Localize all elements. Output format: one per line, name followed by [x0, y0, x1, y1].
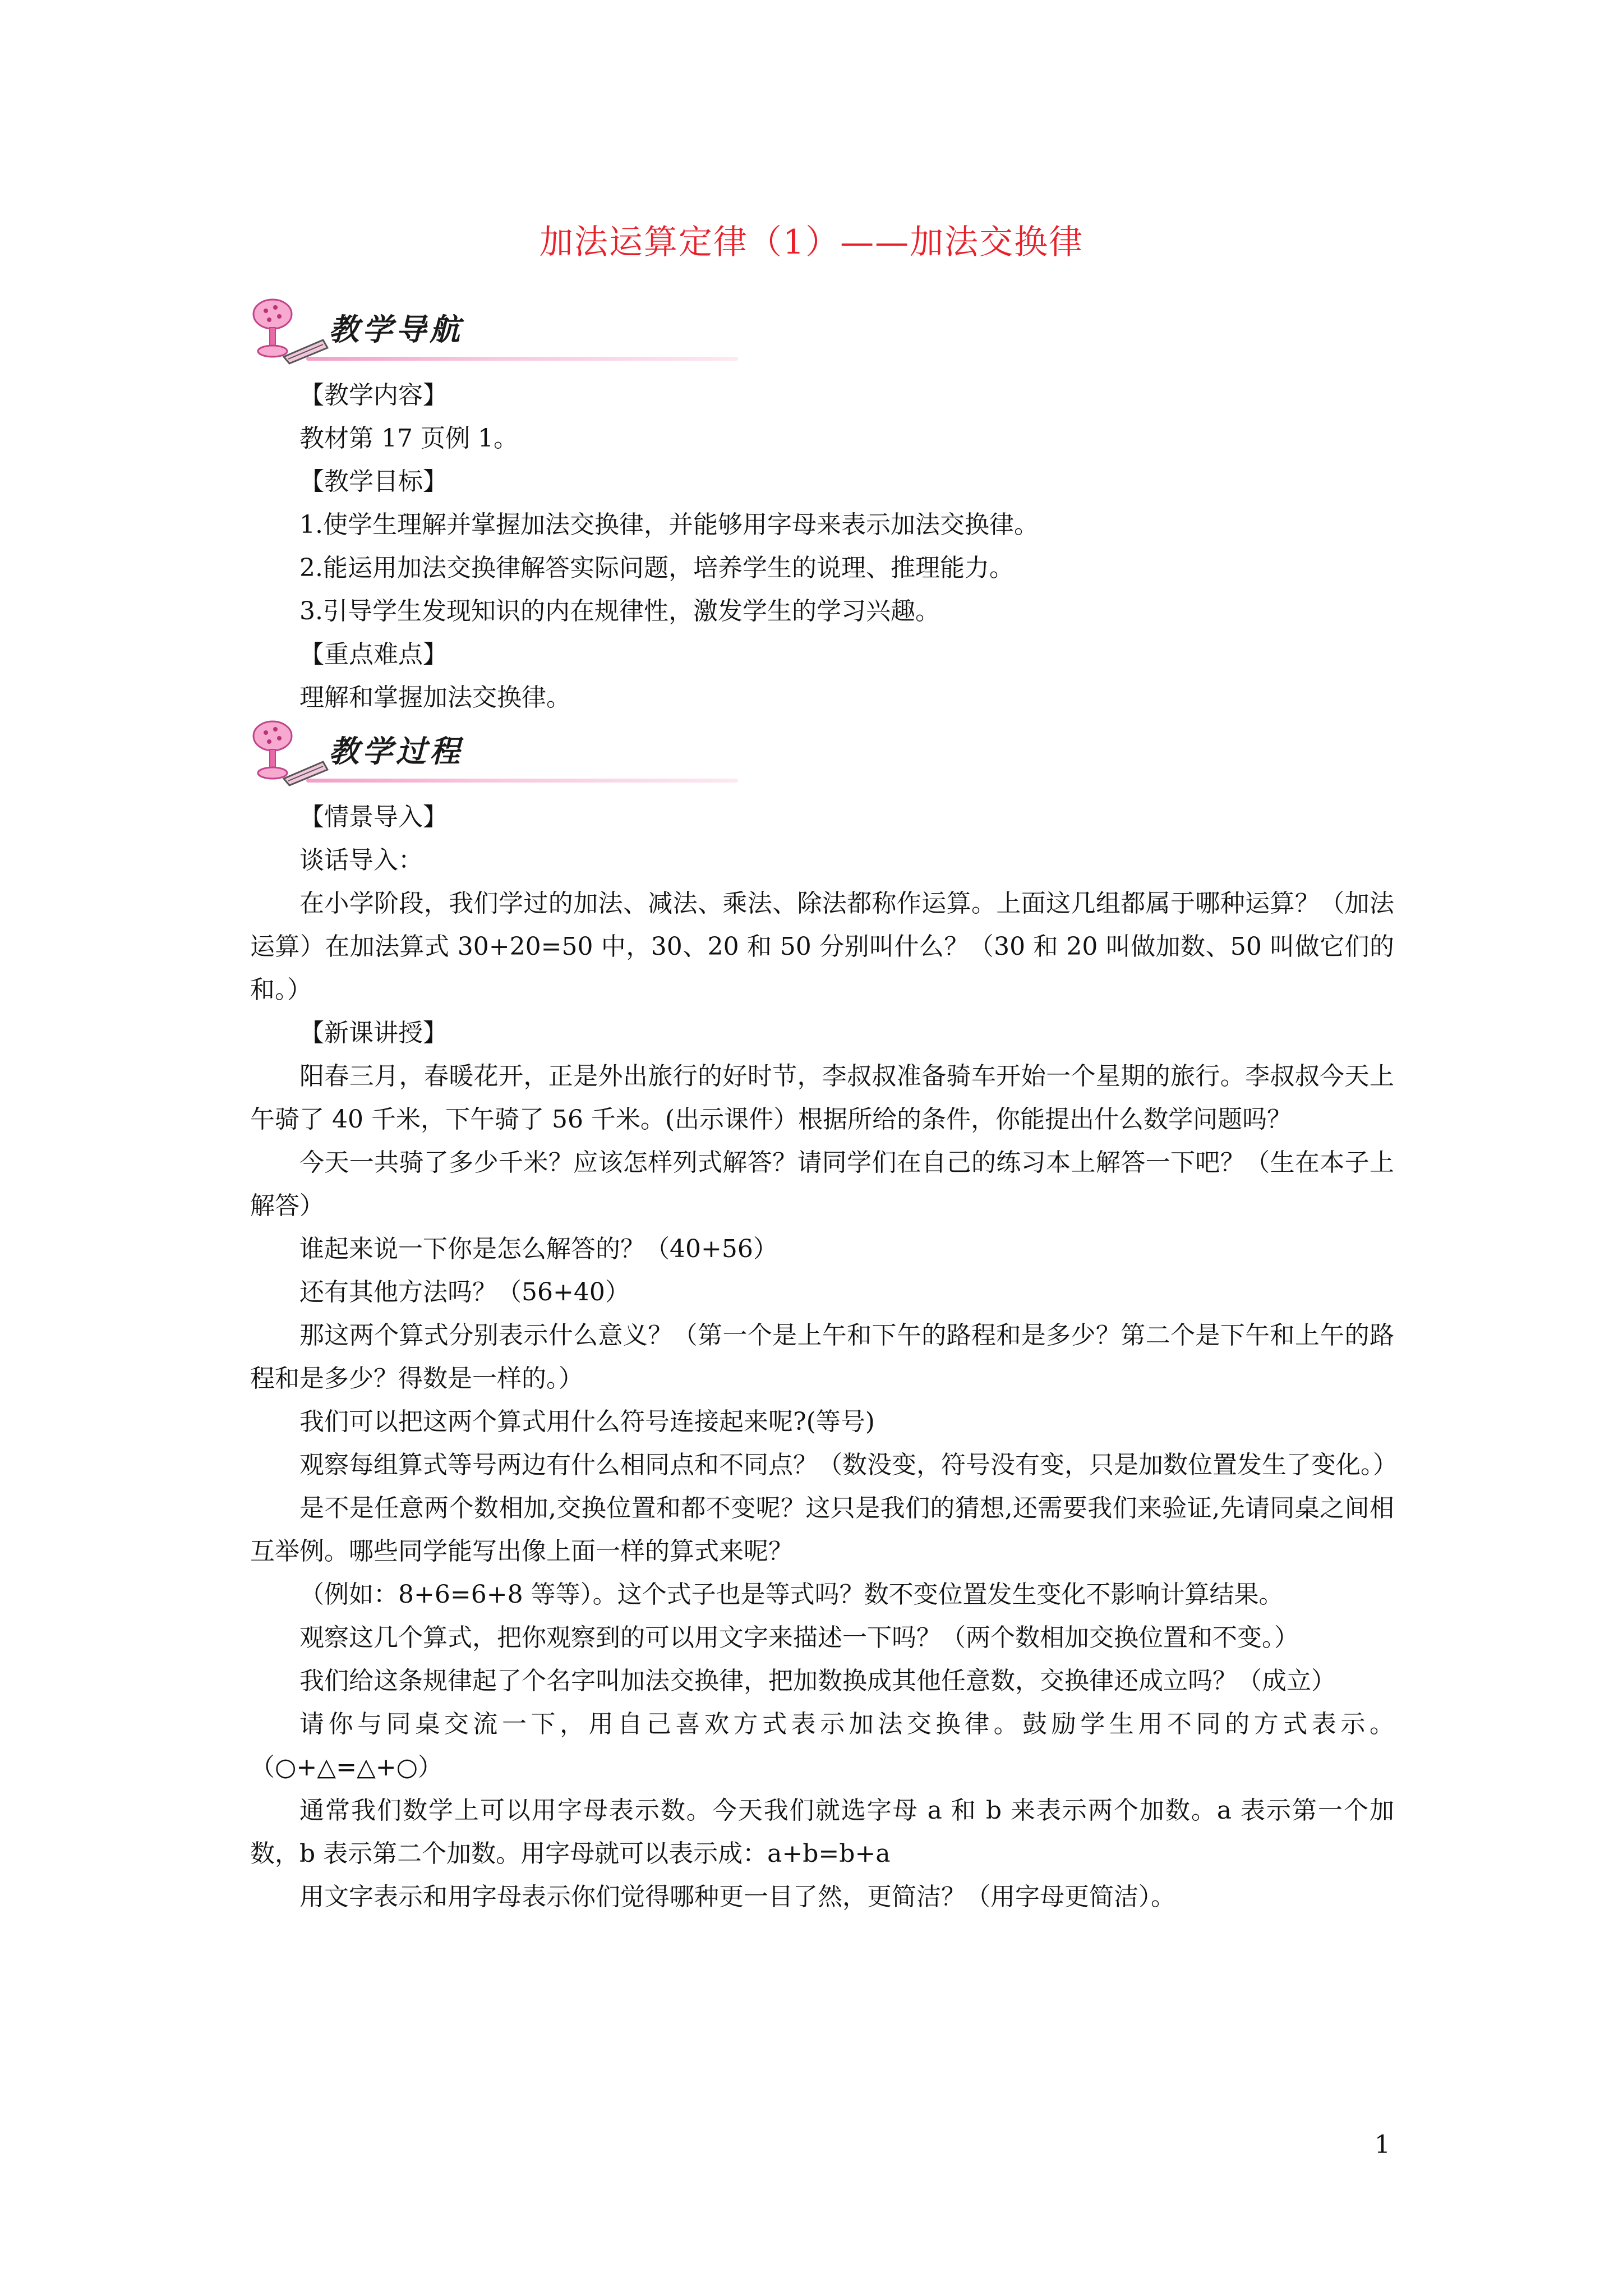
- paragraph: 通常我们数学上可以用字母表示数。今天我们就选字母 a 和 b 来表示两个加数。a 表示第一个加数，b 表示第二个加数。用字母就可以表示成：a+b=b+a: [250, 1796, 1394, 1868]
- paragraph: 教材第 17 页例 1。: [299, 424, 518, 453]
- section-underline: [306, 779, 738, 783]
- paragraph: 阳春三月，春暖花开，正是外出旅行的好时节，李叔叔准备骑车开始一个星期的旅行。李叔叔今天上午骑了 40 千米，下午骑了 56 千米。(出示课件）根据所给的条件，你能提出什么数学问题吗？: [250, 1062, 1394, 1134]
- paragraph: 【重点难点】: [299, 640, 448, 669]
- paragraph: 3.引导学生发现知识的内在规律性，激发学生的学习兴趣。: [299, 597, 940, 625]
- paragraph: （例如：8+6=6+8 等等）。这个式子也是等式吗？数不变位置发生变化不影响计算结果。: [299, 1580, 1284, 1609]
- section-label: 教学过程: [329, 734, 463, 769]
- paragraph: 用文字表示和用字母表示你们觉得哪种更一目了然，更简洁？（用字母更简洁）。: [299, 1883, 1175, 1911]
- page-number: 1: [1375, 2131, 1390, 2159]
- paragraph: 是不是任意两个数相加,交换位置和都不变呢？这只是我们的猜想,还需要我们来验证,先请同桌之间相互举例。哪些同学能写出像上面一样的算式来呢？: [250, 1494, 1394, 1566]
- paragraph: 今天一共骑了多少千米？应该怎样列式解答？请同学们在自己的练习本上解答一下吧？（生在本子上解答）: [250, 1148, 1394, 1220]
- paragraph: 在小学阶段，我们学过的加法、减法、乘法、除法都称作运算。上面这几组都属于哪种运算？（加法运算）在加法算式 30+20=50 中，30、20 和 50 分别叫什么？（30 和 20 叫做加数、50 叫做它们的和。）: [250, 889, 1394, 1004]
- paragraph: 观察每组算式等号两边有什么相同点和不同点？（数没变，符号没有变，只是加数位置发生了变化。）: [299, 1451, 1398, 1479]
- paragraph: 观察这几个算式，把你观察到的可以用文字来描述一下吗？（两个数相加交换位置和不变。）: [299, 1623, 1299, 1652]
- paragraph: 理解和掌握加法交换律。: [299, 683, 571, 712]
- paragraph: 【情景导入】: [299, 803, 448, 831]
- paragraph: 那这两个算式分别表示什么意义？（第一个是上午和下午的路程和是多少？第二个是下午和上午的路程和是多少？得数是一样的。）: [250, 1321, 1394, 1393]
- paragraph: 我们给这条规律起了个名字叫加法交换律，把加数换成其他任意数，交换律还成立吗？（成立）: [299, 1667, 1336, 1695]
- section-header-nav: [245, 296, 508, 369]
- paragraph: 1.使学生理解并掌握加法交换律，并能够用字母来表示加法交换律。: [299, 510, 1039, 539]
- paragraph: 谈话导入：: [299, 846, 423, 875]
- process-content: [250, 795, 1398, 1918]
- section-underline: [306, 357, 738, 361]
- paragraph: 2.能运用加法交换律解答实际问题，培养学生的说理、推理能力。: [299, 554, 1014, 582]
- section-header-process: [245, 718, 508, 791]
- paragraph: 【教学目标】: [299, 467, 448, 496]
- paragraph: 【新课讲授】: [299, 1019, 448, 1047]
- page-title: 加法运算定律（1）——加法交换律: [539, 223, 1084, 262]
- paragraph: 还有其他方法吗？（56+40）: [299, 1278, 630, 1306]
- paragraph: 谁起来说一下你是怎么解答的？（40+56）: [299, 1235, 778, 1263]
- section-label: 教学导航: [329, 312, 463, 347]
- paragraph: 我们可以把这两个算式用什么符号连接起来呢?(等号): [299, 1407, 875, 1436]
- paragraph: 请你与同桌交流一下，用自己喜欢方式表示加法交换律。鼓励学生用不同的方式表示。（○+△=△+○）: [250, 1710, 1394, 1782]
- nav-content: [250, 374, 1394, 719]
- paragraph: 【教学内容】: [299, 381, 448, 409]
